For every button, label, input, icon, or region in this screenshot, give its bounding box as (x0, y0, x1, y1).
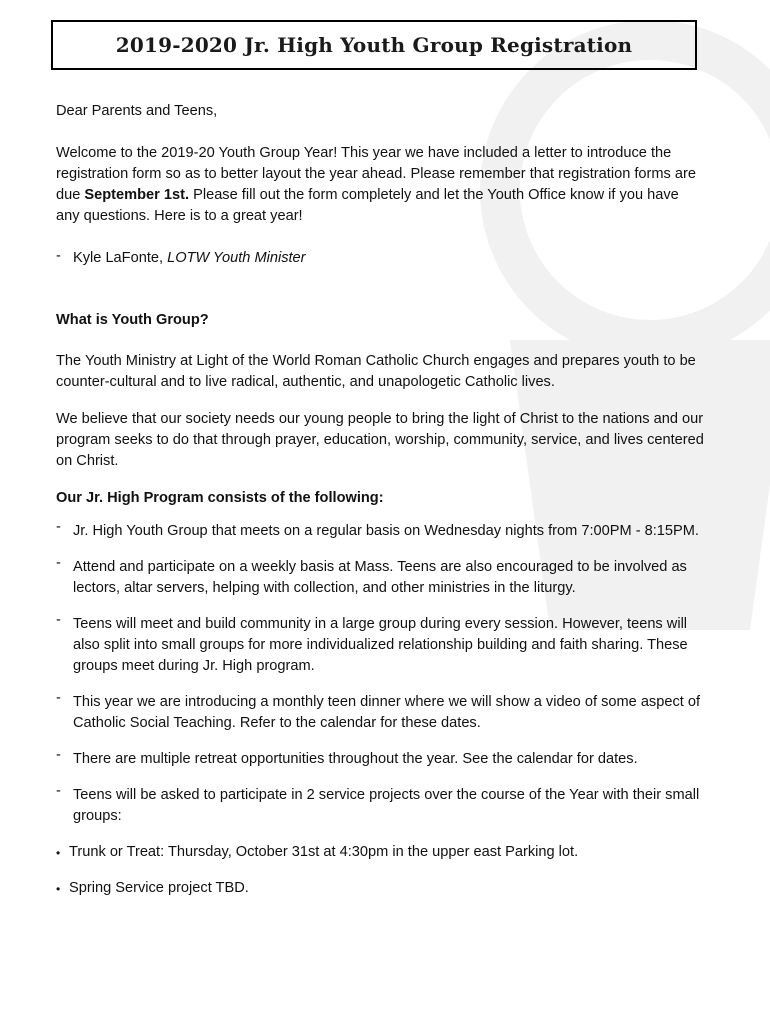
list-item-text: Attend and participate on a weekly basis at Mass. Teens are also encouraged to be involved as lectors, altar servers, helping with collection, and other ministries in the liturgy. (73, 559, 687, 596)
signature-name: Kyle LaFonte, (73, 250, 168, 266)
list-dash: - (56, 783, 61, 799)
signature (56, 248, 706, 269)
list-item (56, 521, 706, 542)
list-item (56, 692, 706, 734)
list-item (56, 614, 706, 677)
section-heading: What is Youth Group? (56, 312, 209, 328)
list-item (56, 878, 706, 899)
title-box (51, 20, 697, 70)
intro-text-before: Welcome to the 2019-20 Youth Group Year! This year we have included a letter to introduce the registration form so as to better layout the year ahead. Please remember that registration forms are due (56, 145, 697, 203)
list-item-text: There are multiple retreat opportunities throughout the year. See the calendar for dates. (73, 751, 638, 767)
list-dash: - (56, 690, 61, 706)
due-date: September 1st. (84, 187, 190, 203)
bullet-dot: • (56, 846, 61, 860)
list-item-text: This year we are introducing a monthly teen dinner where we will show a video of some aspect of Catholic Social Teaching. Refer to the calendar for these dates. (73, 694, 701, 731)
list-item-text: Spring Service project TBD. (69, 880, 249, 896)
list-item (56, 785, 706, 827)
paragraph-mission: The Youth Ministry at Light of the World Roman Catholic Church engages and prepares youth to be counter-cultural and to live radical, authentic, and unapologetic Catholic lives. (56, 353, 696, 390)
list-dash: - (56, 747, 61, 763)
greeting: Dear Parents and Teens, (56, 103, 218, 119)
list-item-text: Teens will meet and build community in a large group during every session. However, teens will also split into small groups for more individualized relationship building and faith sharing. These groups meet during Jr. High program. (73, 616, 688, 674)
list-item-text: Teens will be asked to participate in 2 service projects over the course of the Year with their small groups: (73, 787, 700, 824)
program-list (56, 521, 706, 827)
list-dash: - (56, 519, 61, 535)
list-dash: - (56, 555, 61, 571)
intro-text-after: Please fill out the form completely and let the Youth Office know if you have any questions. Here is to a great year! (56, 187, 679, 224)
list-item (56, 749, 706, 770)
list-item (56, 557, 706, 599)
list-item-text: Trunk or Treat: Thursday, October 31st at 4:30pm in the upper east Parking lot. (69, 844, 579, 860)
program-heading: Our Jr. High Program consists of the following: (56, 490, 384, 506)
page-title: 2019-2020 Jr. High Youth Group Registration (115, 33, 633, 57)
service-project-list (56, 842, 706, 899)
intro-paragraph (56, 143, 706, 227)
list-dash: - (56, 612, 61, 628)
list-item-text: Jr. High Youth Group that meets on a regular basis on Wednesday nights from 7:00PM - 8:15PM. (73, 523, 699, 539)
letter-body (56, 101, 706, 914)
signature-role: LOTW Youth Minister (167, 250, 306, 266)
signature-dash: - (56, 248, 61, 264)
list-item (56, 842, 706, 863)
bullet-dot: • (56, 882, 61, 896)
paragraph-belief: We believe that our society needs our young people to bring the light of Christ to the nations and our program seeks to do that through prayer, education, worship, community, service, and lives centered on Christ. (56, 411, 704, 469)
